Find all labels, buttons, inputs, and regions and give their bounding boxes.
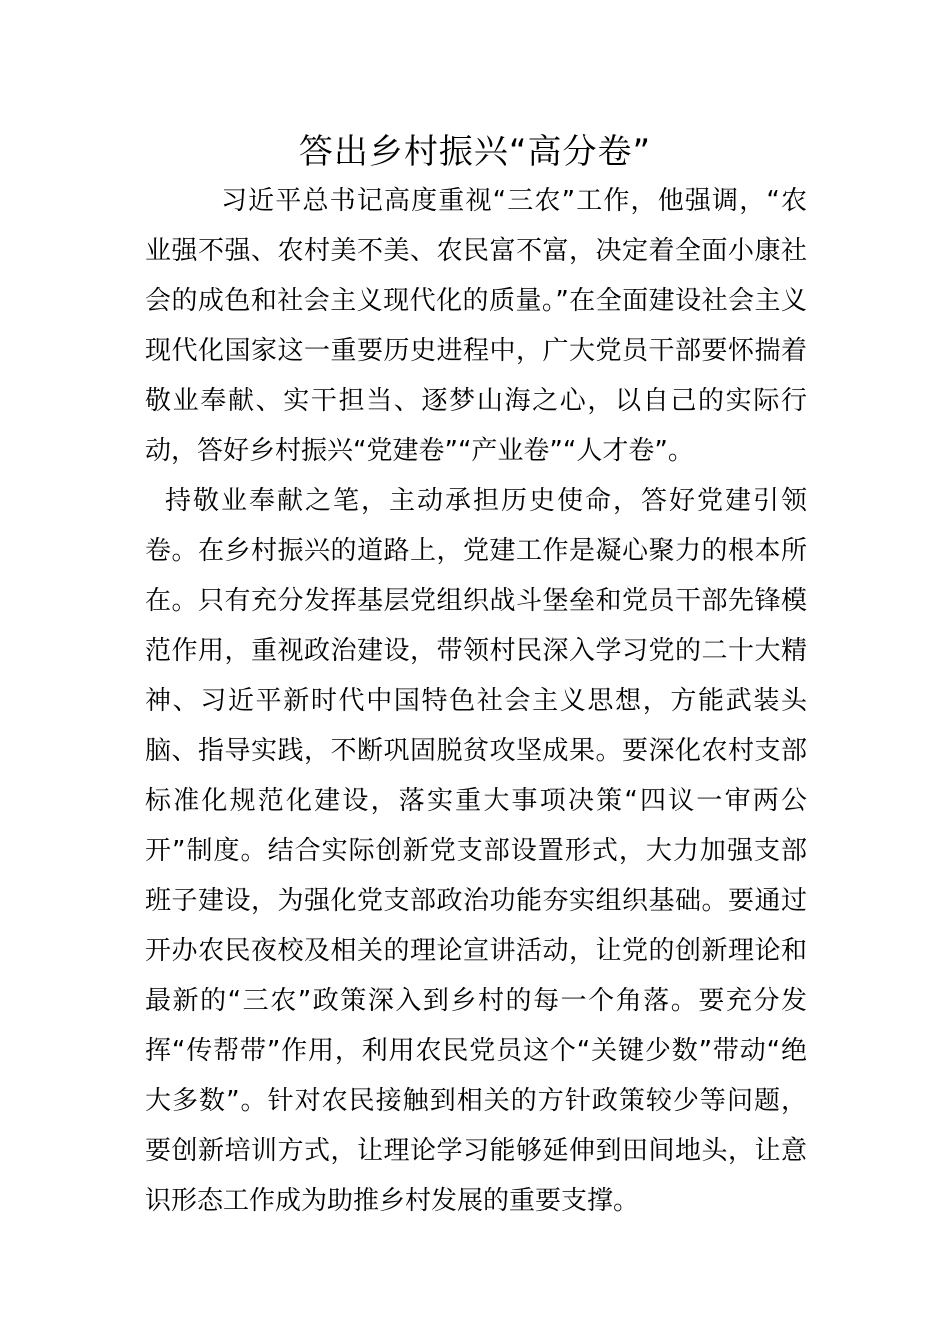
paragraph-party-building: 持敬业奉献之笔，主动承担历史使命，答好党建引领卷。在乡村振兴的道路上，党建工作是凝心聚力的根本所在。只有充分发挥基层党组织战斗堡垒和党员干部先锋模范作用，重视政治建设，带领村民深入学习党的二十大精神、习近平新时代中国特色社会主义思想，方能武装头脑、指导实践，不断巩固脱贫攻坚成果。要深化农村支部标准化规范化建设，落实重大事项决策“四议一审两公开”制度。结合实际创新党支部设置形式，大力加强支部班子建设，为强化党支部政治功能夯实组织基础。要通过开办农民夜校及相关的理论宣讲活动，让党的创新理论和最新的“三农”政策深入到乡村的每一个角落。要充分发挥“传帮带”作用，利用农民党员这个“关键少数”带动“绝大多数”。针对农民接触到相关的方针政策较少等问题，要创新培训方式，让理论学习能够延伸到田间地头，让意识形态工作成为助推乡村发展的重要支撑。: [145, 486, 807, 1216]
document-title: 答出乡村振兴“高分卷”: [298, 132, 652, 172]
paragraph-intro: 习近平总书记高度重视“三农”工作，他强调，“农业强不强、农村美不美、农民富不富，决定着全面小康社会的成色和社会主义现代化的质量。”在全面建设社会主义现代化国家这一重要历史进程中，广大党员干部要怀揣着敬业奉献、实干担当、逐梦山海之心，以自己的实际行动，答好乡村振兴“党建卷”“产业卷”“人才卷”。: [145, 186, 807, 466]
document-body: [145, 176, 807, 1226]
